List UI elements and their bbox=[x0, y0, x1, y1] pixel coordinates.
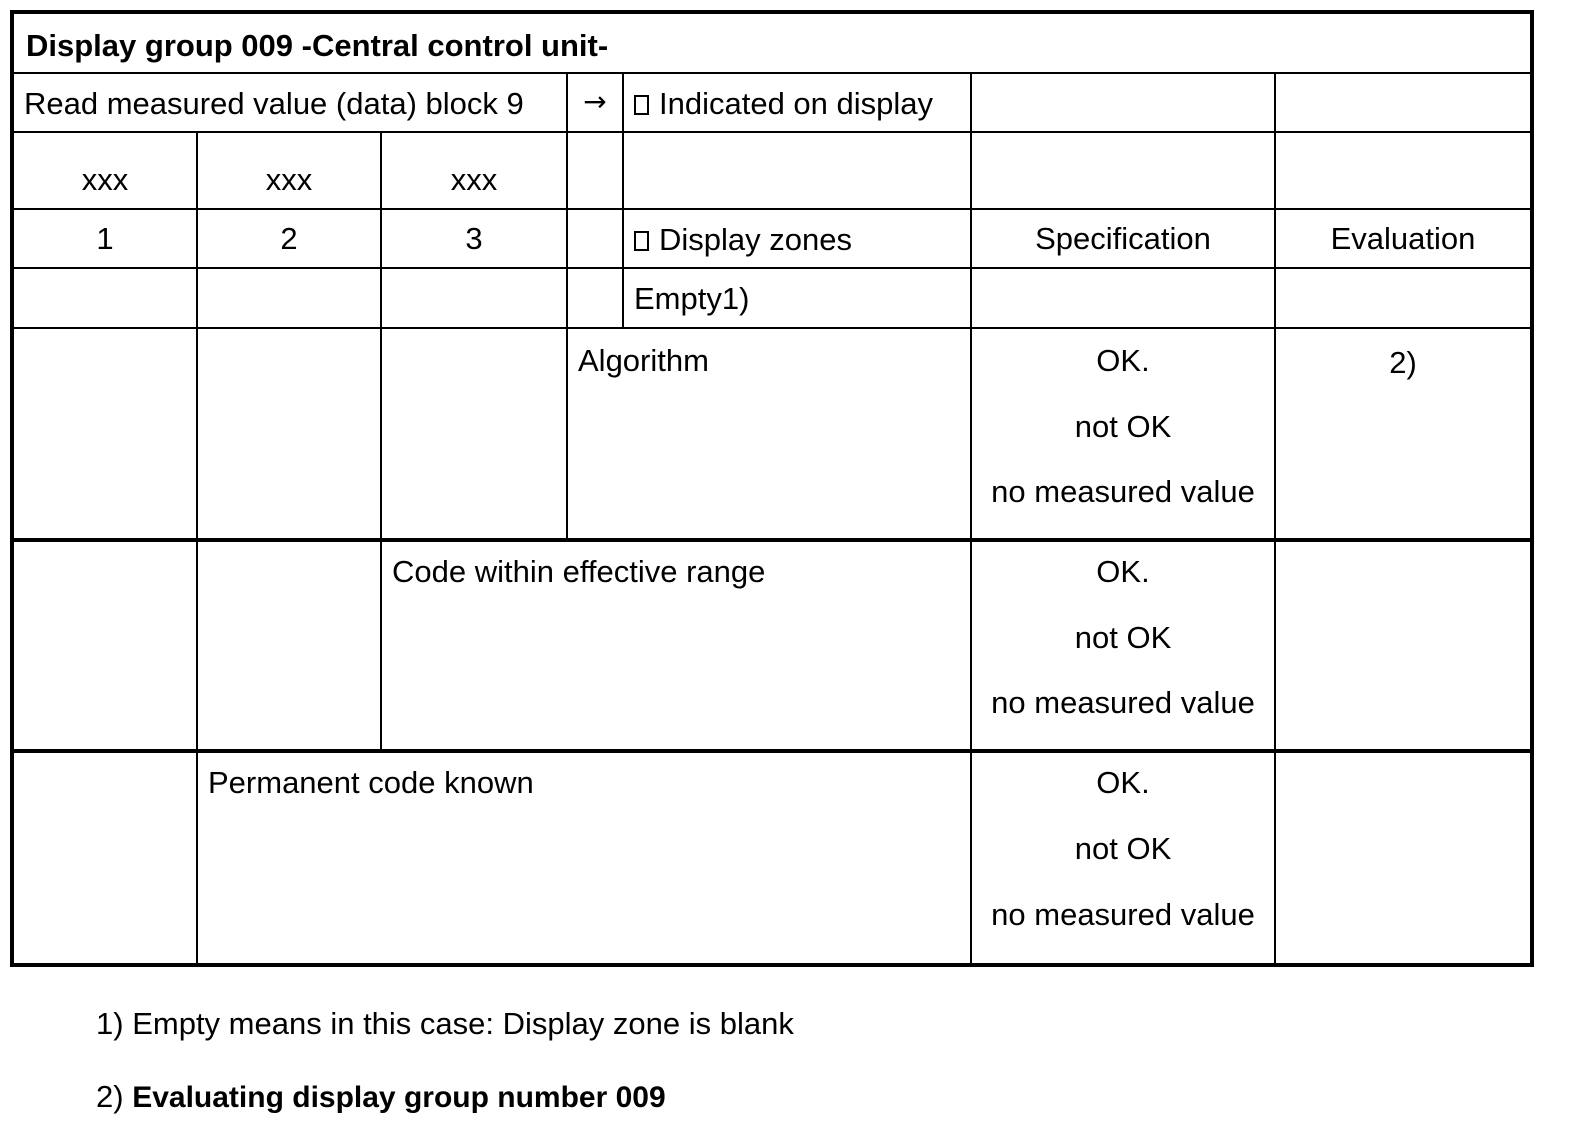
empty-cell bbox=[566, 208, 624, 269]
footnote-text: Evaluating display group number 009 bbox=[132, 1081, 666, 1114]
empty-header-cell bbox=[1274, 72, 1532, 133]
spec-no-measured-value: no measured value bbox=[991, 474, 1255, 510]
footnote-2 bbox=[96, 1079, 666, 1115]
empty-row-label: Empty1) bbox=[622, 267, 972, 329]
code-within-range-specification bbox=[970, 538, 1276, 753]
value-cell-3 bbox=[380, 131, 568, 210]
code-within-range-label: Code within effective range bbox=[380, 538, 972, 753]
empty-cell bbox=[380, 267, 568, 329]
display-zones-label: Display zones bbox=[659, 222, 852, 257]
empty-cell bbox=[196, 538, 382, 753]
display-zones-header bbox=[622, 208, 972, 269]
empty-cell bbox=[12, 267, 198, 329]
spec-not-ok: not OK bbox=[1074, 619, 1172, 655]
zone-2-label: 2 bbox=[280, 220, 298, 256]
spec-not-ok: not OK bbox=[1074, 831, 1172, 866]
specification-label: Specification bbox=[1035, 220, 1211, 256]
spec-ok: OK. bbox=[1096, 343, 1150, 378]
checkbox-square-icon bbox=[634, 231, 649, 251]
empty-cell bbox=[970, 267, 1276, 329]
code-within-range-evaluation bbox=[1274, 538, 1532, 753]
indicated-on-display-label: Indicated on display bbox=[659, 86, 934, 121]
permanent-code-known-label: Permanent code known bbox=[196, 749, 972, 965]
empty-cell bbox=[12, 327, 198, 542]
right-arrow-icon: → bbox=[583, 85, 607, 119]
permanent-code-known-specification bbox=[970, 749, 1276, 965]
empty-cell bbox=[1274, 267, 1532, 329]
footnote-1 bbox=[96, 1006, 794, 1042]
zone-3-label: 3 bbox=[465, 220, 483, 256]
checkbox-square-icon bbox=[634, 95, 649, 115]
evaluation-label: Evaluation bbox=[1330, 220, 1476, 256]
empty-cell bbox=[12, 749, 198, 965]
value-3: xxx bbox=[450, 161, 498, 197]
arrow-cell bbox=[566, 72, 624, 133]
empty-cell bbox=[970, 131, 1276, 210]
empty-header-cell bbox=[970, 72, 1276, 133]
zone-3-header bbox=[380, 208, 568, 269]
empty-cell bbox=[622, 131, 972, 210]
value-1: xxx bbox=[81, 161, 129, 197]
value-cell-2 bbox=[196, 131, 382, 210]
value-cell-1 bbox=[12, 131, 198, 210]
empty-cell bbox=[196, 267, 382, 329]
spec-ok: OK. bbox=[1096, 765, 1150, 800]
empty-cell bbox=[566, 131, 624, 210]
empty-cell bbox=[12, 538, 198, 753]
spec-not-ok: not OK bbox=[1074, 408, 1172, 444]
footnote-text: Empty means in this case: Display zone is blank bbox=[132, 1006, 794, 1041]
spec-ok: OK. bbox=[1096, 554, 1150, 589]
spec-no-measured-value: no measured value bbox=[991, 897, 1255, 932]
empty-cell bbox=[1274, 131, 1532, 210]
evaluation-header bbox=[1274, 208, 1532, 269]
footnote-marker: 2) bbox=[96, 1079, 124, 1114]
zone-1-label: 1 bbox=[96, 220, 114, 256]
value-2: xxx bbox=[265, 161, 313, 197]
empty-cell bbox=[380, 327, 568, 542]
zone-1-header bbox=[12, 208, 198, 269]
indicated-on-display-cell bbox=[622, 72, 972, 133]
footnote-marker: 1) bbox=[96, 1006, 124, 1041]
algorithm-label: Algorithm bbox=[566, 327, 972, 542]
algorithm-specification bbox=[970, 327, 1276, 542]
algorithm-evaluation: 2) bbox=[1274, 327, 1532, 542]
table-title: Display group 009 -Central control unit- bbox=[12, 12, 1532, 74]
specification-header bbox=[970, 208, 1276, 269]
empty-cell bbox=[196, 327, 382, 542]
zone-2-header bbox=[196, 208, 382, 269]
spec-no-measured-value: no measured value bbox=[991, 685, 1255, 721]
read-block-label: Read measured value (data) block 9 bbox=[12, 72, 568, 133]
permanent-code-known-evaluation bbox=[1274, 749, 1532, 965]
empty-cell bbox=[566, 267, 624, 329]
